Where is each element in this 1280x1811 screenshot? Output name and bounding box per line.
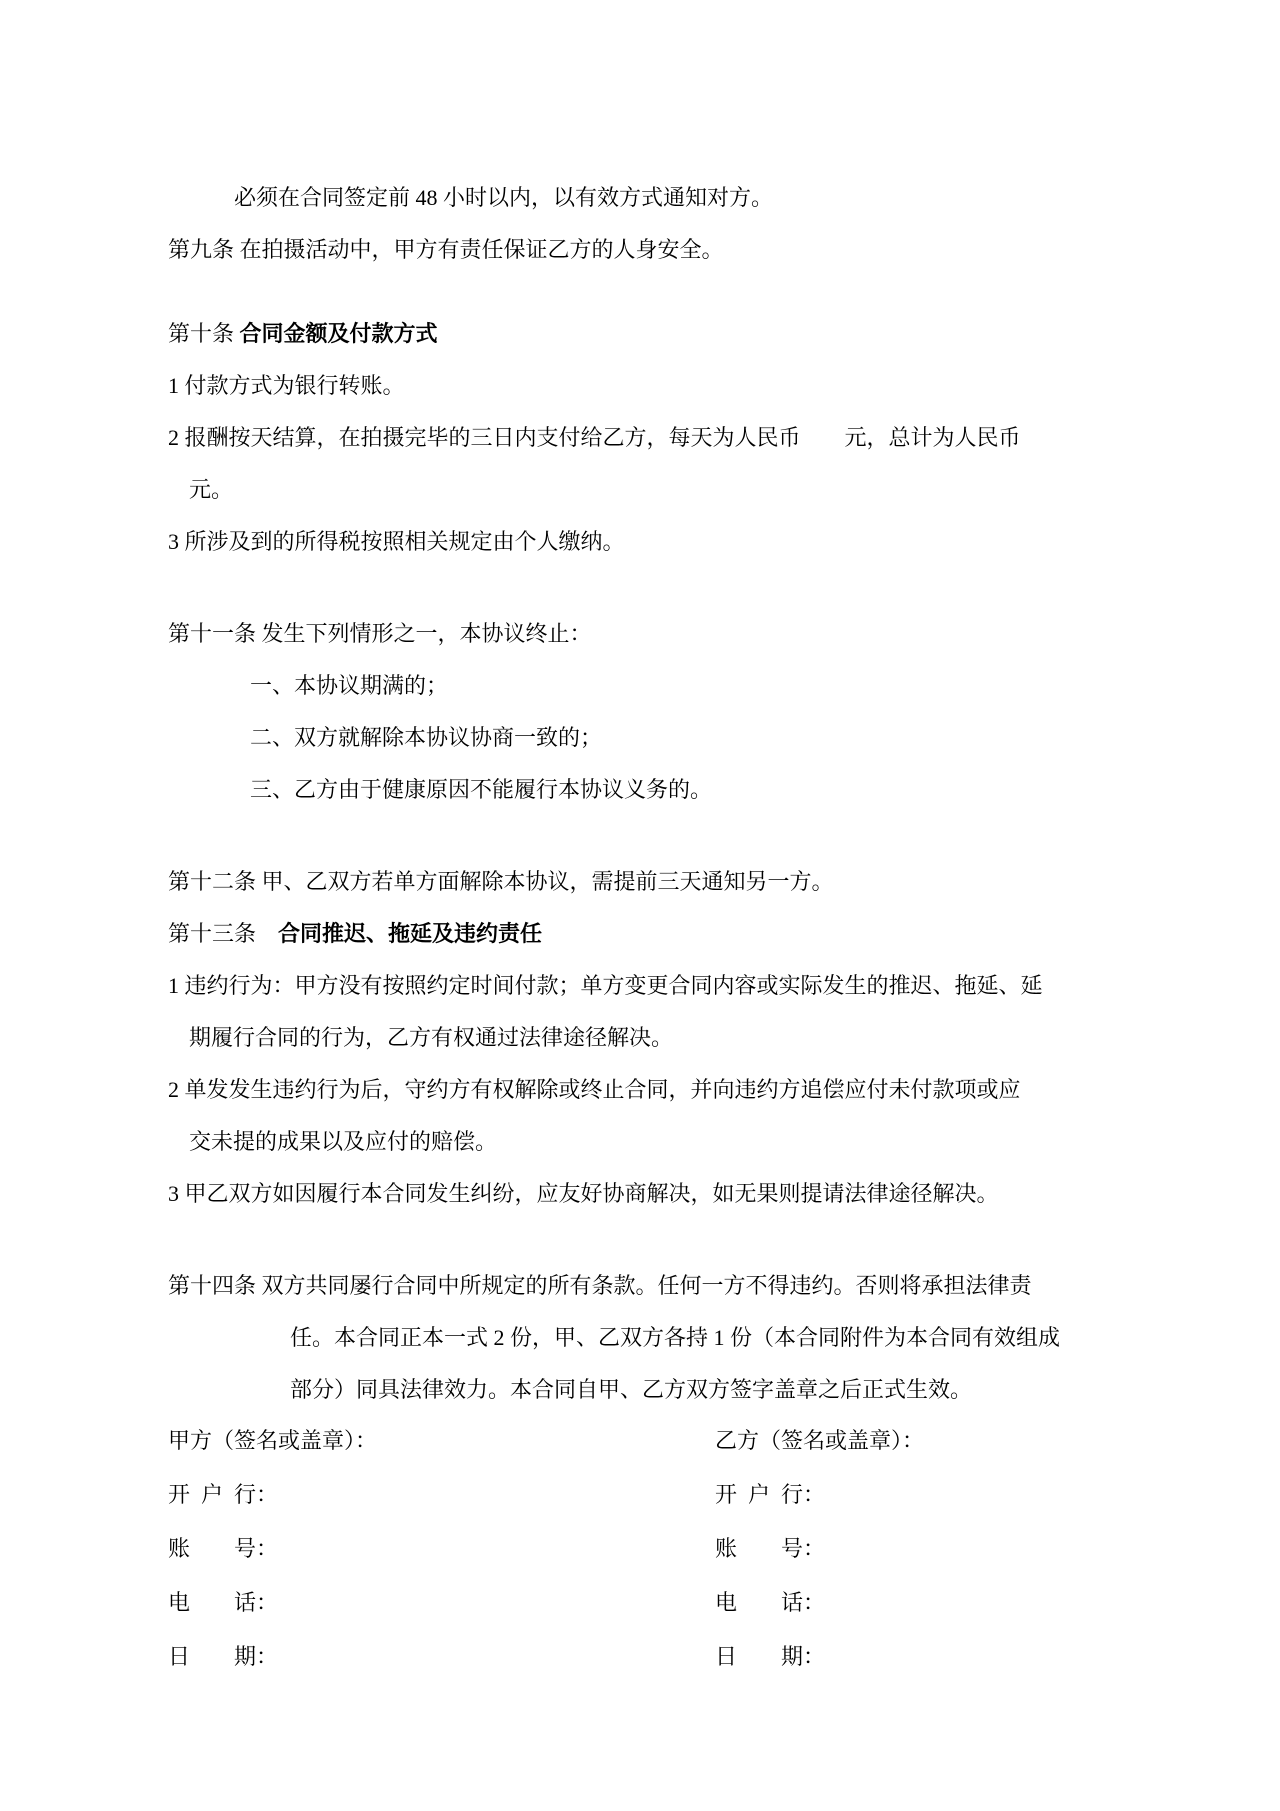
party-a-signature-label: 甲方（签名或盖章）： xyxy=(168,1428,378,1453)
party-a-account-label: 账 号： xyxy=(168,1536,279,1561)
party-a-date-label: 日 期： xyxy=(168,1644,279,1669)
party-b-bank-label: 开 户 行： xyxy=(715,1482,826,1507)
clause-10-item-2-line-1: 2 报酬按天结算，在拍摄完毕的三日内支付给乙方，每天为人民币 元，总计为人民币 xyxy=(168,425,1021,450)
clause-10-item-3: 3 所涉及到的所得税按照相关规定由个人缴纳。 xyxy=(168,529,625,554)
signature-block xyxy=(168,1414,1120,1684)
party-a-bank-label: 开 户 行： xyxy=(168,1482,279,1507)
clause-13-item-2-line-1: 2 单发发生违约行为后，守约方有权解除或终止合同，并向违约方追偿应付未付款项或应 xyxy=(168,1077,1021,1102)
clause-10-item-2-line-2: 元。 xyxy=(189,477,234,502)
party-b-phone-label: 电 话： xyxy=(715,1590,826,1615)
clause-11-item-2: 二、双方就解除本协议协商一致的； xyxy=(250,725,603,750)
clause-13-heading xyxy=(168,908,1120,960)
clause-10-title: 合同金额及付款方式 xyxy=(239,321,438,346)
clause-11-item-1: 一、本协议期满的； xyxy=(250,673,449,698)
clause-13-item-2-line-2: 交未提的成果以及应付的赔偿。 xyxy=(189,1129,498,1154)
clause-12: 第十二条 甲、乙双方若单方面解除本协议，需提前三天通知另一方。 xyxy=(168,869,834,894)
clause-11-heading: 第十一条 发生下列情形之一，本协议终止： xyxy=(168,621,592,646)
clause-14-line-3: 部分）同具法律效力。本合同自甲、乙方双方签字盖章之后正式生效。 xyxy=(290,1377,973,1402)
clause-14-line-1: 第十四条 双方共同屡行合同中所规定的所有条款。任何一方不得违约。否则将承担法律责 xyxy=(168,1273,1032,1298)
clause-8-continuation: 必须在合同签定前 48 小时以内，以有效方式通知对方。 xyxy=(234,185,774,210)
clause-13-title: 合同推迟、拖延及违约责任 xyxy=(278,921,543,946)
party-b-signature-label: 乙方（签名或盖章）： xyxy=(715,1428,925,1453)
party-b-date-label: 日 期： xyxy=(715,1644,826,1669)
clause-11-item-3: 三、乙方由于健康原因不能履行本协议义务的。 xyxy=(250,777,713,802)
clause-10-heading xyxy=(168,308,1120,360)
clause-13-item-3: 3 甲乙双方如因履行本合同发生纠纷，应友好协商解决，如无果则提请法律途径解决。 xyxy=(168,1181,999,1206)
clause-10-label: 第十条 xyxy=(168,321,240,346)
clause-10-item-1: 1 付款方式为银行转账。 xyxy=(168,373,405,398)
party-b-account-label: 账 号： xyxy=(715,1536,826,1561)
party-a-phone-label: 电 话： xyxy=(168,1590,279,1615)
clause-13-item-1-line-2: 期履行合同的行为，乙方有权通过法律途径解决。 xyxy=(189,1025,674,1050)
clause-13-label: 第十三条 xyxy=(168,921,279,946)
clause-13-item-1-line-1: 1 违约行为：甲方没有按照约定时间付款；单方变更合同内容或实际发生的推迟、拖延、延 xyxy=(168,973,1043,998)
clause-14-line-2: 任。本合同正本一式 2 份，甲、乙双方各持 1 份（本合同附件为本合同有效组成 xyxy=(290,1325,1061,1350)
clause-9: 第九条 在拍摄活动中，甲方有责任保证乙方的人身安全。 xyxy=(168,237,724,262)
